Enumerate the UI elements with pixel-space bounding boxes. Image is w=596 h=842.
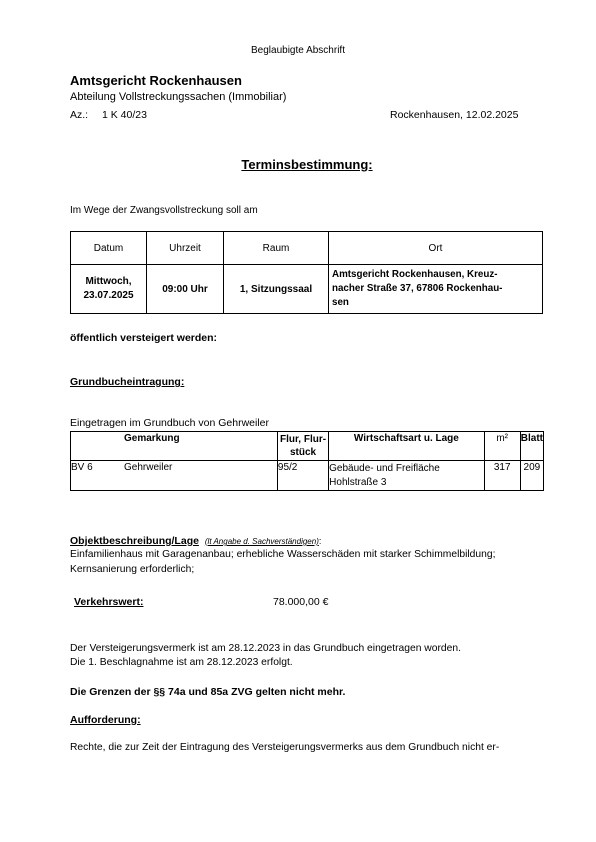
file-label: Az.:: [70, 109, 89, 121]
header-area: m²: [484, 432, 520, 461]
cell-wirtschaftsart: [329, 461, 484, 491]
gemarkung-value: Gehrweiler: [124, 462, 173, 473]
appointment-table: [70, 231, 543, 314]
limits-text: Die Grenzen der §§ 74a und 85a ZVG gelten nicht mehr.: [70, 686, 346, 698]
file-number: 1 K 40/23: [102, 109, 147, 121]
header-time: Uhrzeit: [147, 232, 224, 265]
court-department: Abteilung Vollstreckungssachen (Immobiliar): [70, 91, 287, 103]
bv-number: BV 6: [71, 462, 93, 473]
appointment-date: [71, 265, 147, 314]
table-row: [71, 461, 544, 491]
appointment-location: [329, 265, 543, 314]
registered-in-text: Eingetragen im Grundbuch von Gehrweiler: [70, 417, 270, 429]
market-value-label: Verkehrswert:: [74, 596, 144, 608]
header-blatt: Blatt: [520, 432, 543, 461]
page-title: Terminsbestimmung:: [241, 157, 373, 172]
location-line: sen: [332, 297, 349, 308]
request-text: Rechte, die zur Zeit der Eintragung des Versteigerungsvermerks aus dem Grundbuch nicht er-: [70, 742, 500, 753]
header-location: Ort: [329, 232, 543, 265]
table-header-row: [71, 432, 544, 461]
object-colon: :: [318, 536, 322, 546]
object-heading: Objektbeschreibung/Lage: [70, 535, 199, 547]
cell-flur: 95/2: [277, 461, 328, 491]
header-room: Raum: [224, 232, 329, 265]
copy-note: Beglaubigte Abschrift: [251, 45, 345, 56]
location-line: Amtsgericht Rockenhausen, Kreuz-: [332, 269, 498, 280]
place-date: Rockenhausen, 12.02.2025: [390, 109, 519, 121]
cell-gemarkung: [71, 461, 278, 491]
header-wirtschaftsart: Wirtschaftsart u. Lage: [329, 432, 484, 461]
object-note: (lt Angabe d. Sachverständigen): [204, 537, 319, 546]
date-weekday: Mittwoch,: [85, 276, 132, 287]
wirtschaftsart-line: Hohlstraße 3: [329, 477, 387, 488]
date-value: 23.07.2025: [83, 290, 134, 301]
request-heading: Aufforderung:: [70, 714, 141, 726]
header-date: Datum: [71, 232, 147, 265]
header-gemarkung: Gemarkung: [71, 432, 278, 461]
market-value: 78.000,00 €: [273, 596, 329, 608]
object-description-line: Einfamilienhaus mit Garagenanbau; erhebliche Wasserschäden mit starker Schimmelbildung;: [70, 549, 496, 560]
object-heading-line: [70, 535, 321, 547]
note-line: Der Versteigerungsvermerk ist am 28.12.2023 in das Grundbuch eingetragen worden.: [70, 643, 461, 654]
intro-text: Im Wege der Zwangsvollstreckung soll am: [70, 205, 258, 216]
header-flur: [277, 432, 328, 461]
land-register-heading: Grundbucheintragung:: [70, 376, 185, 388]
header-flur-line: stück: [289, 447, 317, 458]
auction-text: öffentlich versteigert werden:: [70, 332, 218, 344]
header-flur-line: Flur, Flur-: [279, 434, 327, 445]
cell-blatt: 209: [520, 461, 543, 491]
table-row: [71, 265, 543, 314]
appointment-room: 1, Sitzungssaal: [224, 265, 329, 314]
table-header-row: [71, 232, 543, 265]
object-description-line: Kernsanierung erforderlich;: [70, 564, 195, 575]
court-name: Amtsgericht Rockenhausen: [70, 73, 242, 88]
cell-area: 317: [484, 461, 520, 491]
location-line: nacher Straße 37, 67806 Rockenhau-: [332, 283, 503, 294]
wirtschaftsart-line: Gebäude- und Freifläche: [329, 463, 440, 474]
appointment-time: 09:00 Uhr: [147, 265, 224, 314]
note-line: Die 1. Beschlagnahme ist am 28.12.2023 erfolgt.: [70, 657, 293, 668]
land-register-table: [70, 431, 544, 491]
